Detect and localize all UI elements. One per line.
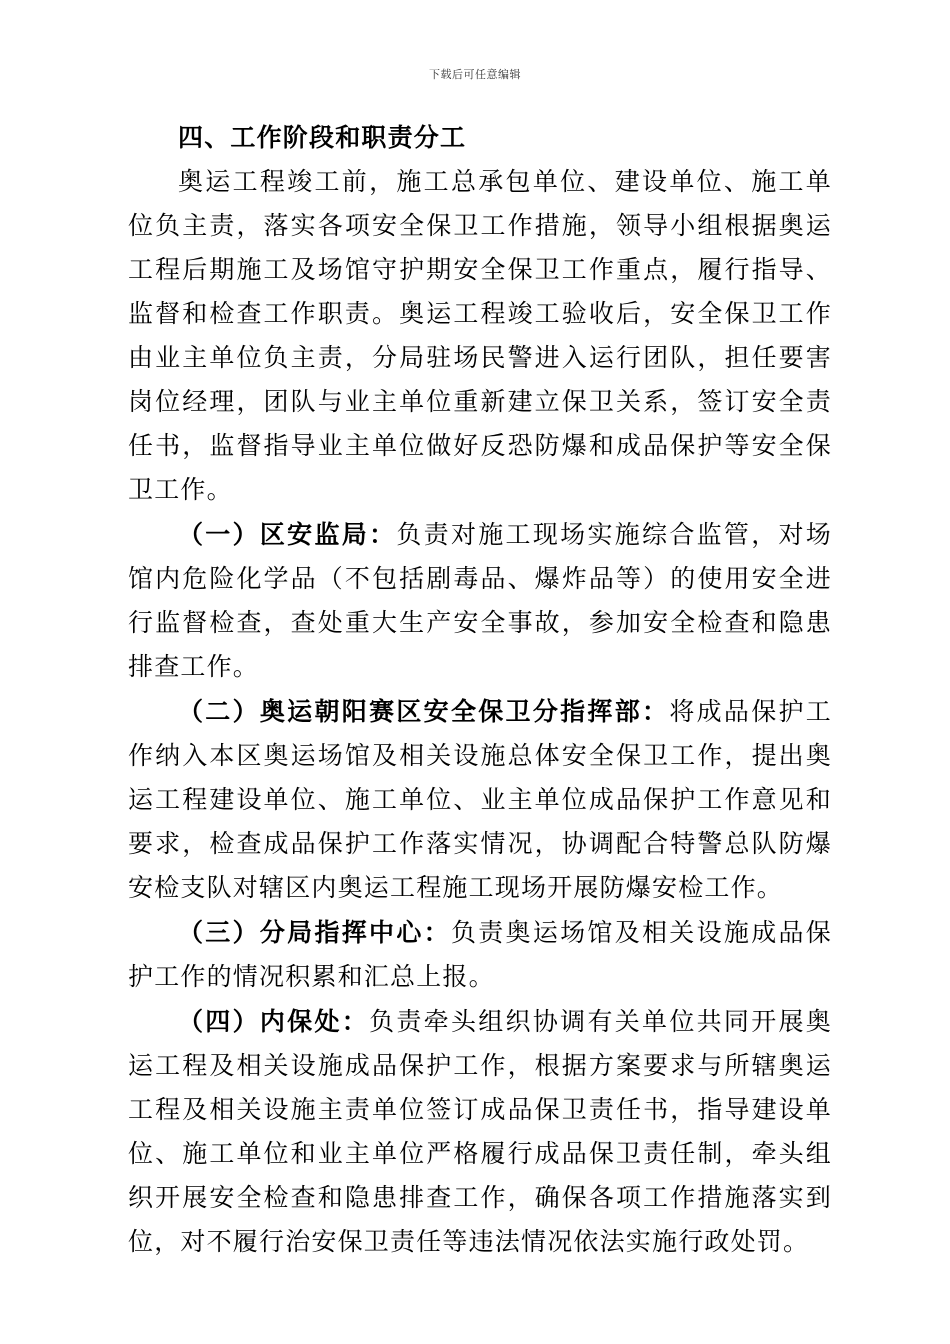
item-text-4: 负责牵头组织协调有关单位共同开展奥运工程及相关设施成品保护工作，根据方案要求与所辖奥运工程及相关设施主责单位签订成品保卫责任书，指导建设单位、施工单位和业主单位严格履行成品保卫责任制，牵头组织开展安全检查和隐患排查工作，确保各项工作措施落实到位，对不履行治安保卫责任等违法情况依法实施行政处罚。: [128, 1007, 833, 1256]
item-text-3: 负责奥运场馆及相关设施成品保护工作的情况积累和汇总上报。: [128, 918, 832, 991]
item-lead-1: （一）区安监局：: [178, 520, 397, 549]
item-lead-2: （二）奥运朝阳赛区安全保卫分指挥部：: [178, 697, 670, 726]
item-paragraph-2: [128, 690, 832, 910]
item-paragraph-3: [128, 911, 832, 999]
intro-paragraph: 奥运工程竣工前，施工总承包单位、建设单位、施工单位负主责，落实各项安全保卫工作措施，领导小组根据奥运工程后期施工及场馆守护期安全保卫工作重点，履行指导、监督和检查工作职责。奥运工程竣工验收后，安全保卫工作由业主单位负主责，分局驻场民警进入运行团队，担任要害岗位经理，团队与业主单位重新建立保卫关系，签订安全责任书，监督指导业主单位做好反恐防爆和成品保护等安全保卫工作。: [128, 167, 832, 504]
item-paragraph-4: [128, 1000, 832, 1264]
section-heading: 四、工作阶段和职责分工: [178, 123, 467, 152]
item-text-1: 负责对施工现场实施综合监管，对场馆内危险化学品（不包括剧毒品、爆炸品等）的使用安全进行监督检查，查处重大生产安全事故，参加安全检查和隐患排查工作。: [128, 520, 833, 681]
item-lead-4: （四）内保处：: [178, 1007, 370, 1036]
item-text-2: 将成品保护工作纳入本区奥运场馆及相关设施总体安全保卫工作，提出奥运工程建设单位、施工单位、业主单位成品保护工作意见和要求，检查成品保护工作落实情况，协调配合特警总队防爆安检支队对辖区内奥运工程施工现场开展防爆安检工作。: [128, 697, 833, 902]
document-body: [128, 116, 832, 1264]
header-note: 下载后可任意编辑: [429, 68, 521, 81]
item-paragraph-1: [128, 513, 832, 689]
item-lead-3: （三）分局指挥中心：: [178, 918, 451, 947]
